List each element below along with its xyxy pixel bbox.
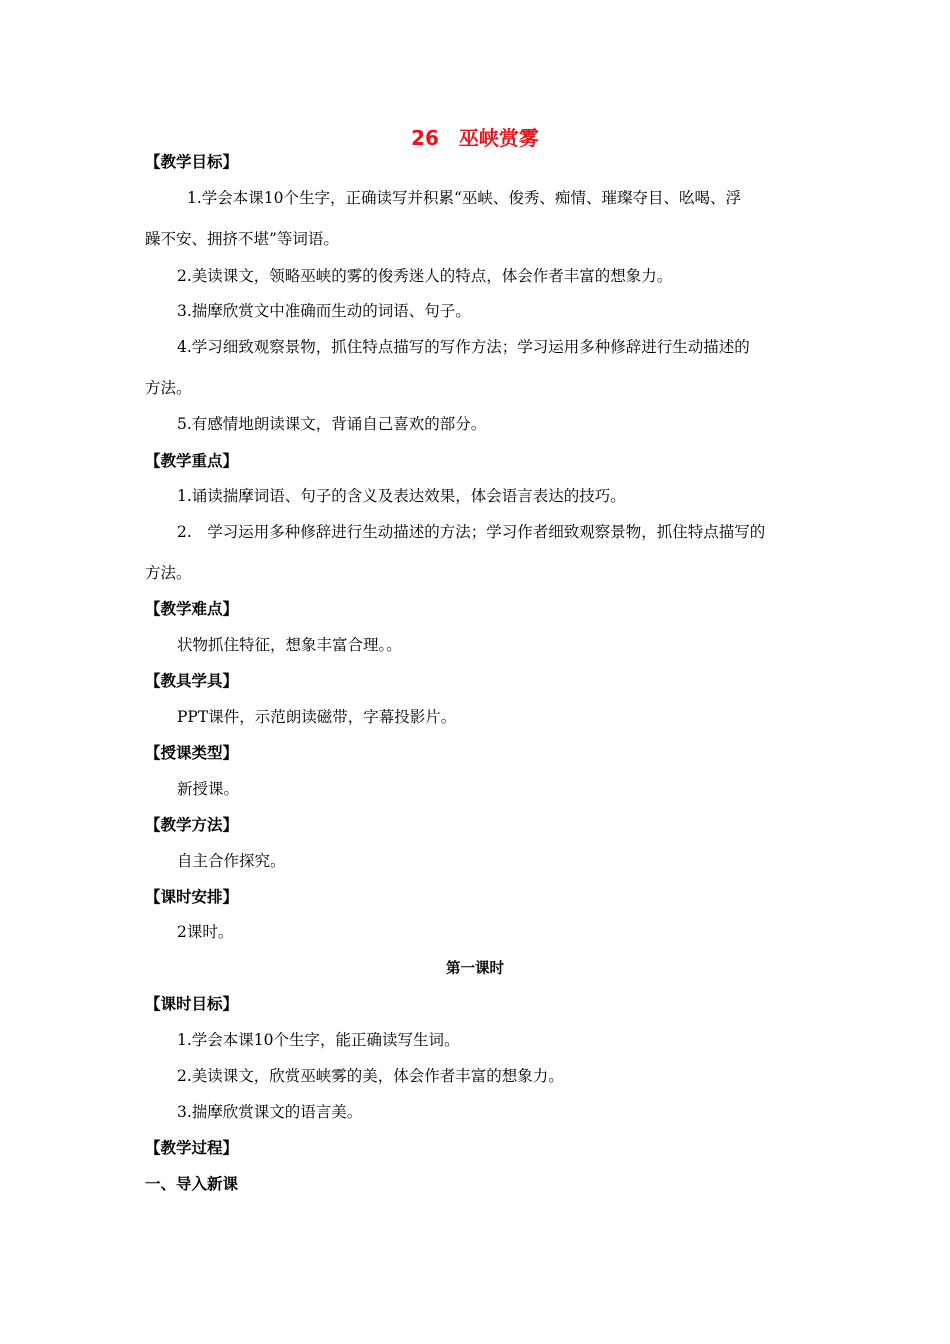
document-title: 26 巫峡赏雾 xyxy=(411,126,539,150)
lesson-goal-item-3: 3.揣摩欣赏课文的语言美。 xyxy=(177,1103,363,1121)
goal-item-3: 3.揣摩欣赏文中准确而生动的词语、句子。 xyxy=(177,302,471,320)
section-heading-goals: 【教学目标】 xyxy=(145,153,239,171)
method-text: 自主合作探究。 xyxy=(177,852,286,870)
goal-item-4: 4.学习细致观察景物，抓住特点描写的写作方法；学习运用多种修辞进行生动描述的 xyxy=(177,338,750,356)
section-heading-schedule: 【课时安排】 xyxy=(145,888,239,906)
lesson-title: 第一课时 xyxy=(446,961,504,977)
type-text: 新授课。 xyxy=(177,780,240,798)
key-item-2: 2. 学习运用多种修辞进行生动描述的方法；学习作者细致观察景物，抓住特点描写的 xyxy=(177,523,766,541)
key-item-1: 1.诵读揣摩词语、句子的含义及表达效果，体会语言表达的技巧。 xyxy=(177,487,626,505)
section-heading-tools: 【教具学具】 xyxy=(145,672,239,690)
section-heading-key: 【教学重点】 xyxy=(145,452,239,470)
goal-item-4-cont: 方法。 xyxy=(145,379,192,397)
goal-item-1: 1.学会本课10个生字，正确读写并积累“巫峡、俊秀、痴情、璀璨夺目、吆喝、浮 xyxy=(187,189,741,207)
goal-item-2: 2.美读课文，领略巫峡的雾的俊秀迷人的特点，体会作者丰富的想象力。 xyxy=(177,267,673,285)
difficulty-text: 状物抓住特征，想象丰富合理。。 xyxy=(177,636,402,654)
goal-item-5: 5.有感情地朗读课文，背诵自己喜欢的部分。 xyxy=(177,415,487,433)
goal-item-1-cont: 躁不安、拥挤不堪”等词语。 xyxy=(145,230,339,248)
schedule-text: 2课时。 xyxy=(177,923,234,941)
section-heading-difficulty: 【教学难点】 xyxy=(145,600,239,618)
section-heading-type: 【授课类型】 xyxy=(145,744,239,762)
section-heading-method: 【教学方法】 xyxy=(145,816,239,834)
tools-text: PPT课件，示范朗读磁带，字幕投影片。 xyxy=(177,708,457,726)
section-heading-lesson-goals: 【课时目标】 xyxy=(145,995,239,1013)
lesson-goal-item-1: 1.学会本课10个生字，能正确读写生词。 xyxy=(177,1031,460,1049)
key-item-2-cont: 方法。 xyxy=(145,564,192,582)
process-step-1: 一、导入新课 xyxy=(145,1175,239,1193)
section-heading-process: 【教学过程】 xyxy=(145,1139,239,1157)
lesson-goal-item-2: 2.美读课文，欣赏巫峡雾的美，体会作者丰富的想象力。 xyxy=(177,1067,564,1085)
